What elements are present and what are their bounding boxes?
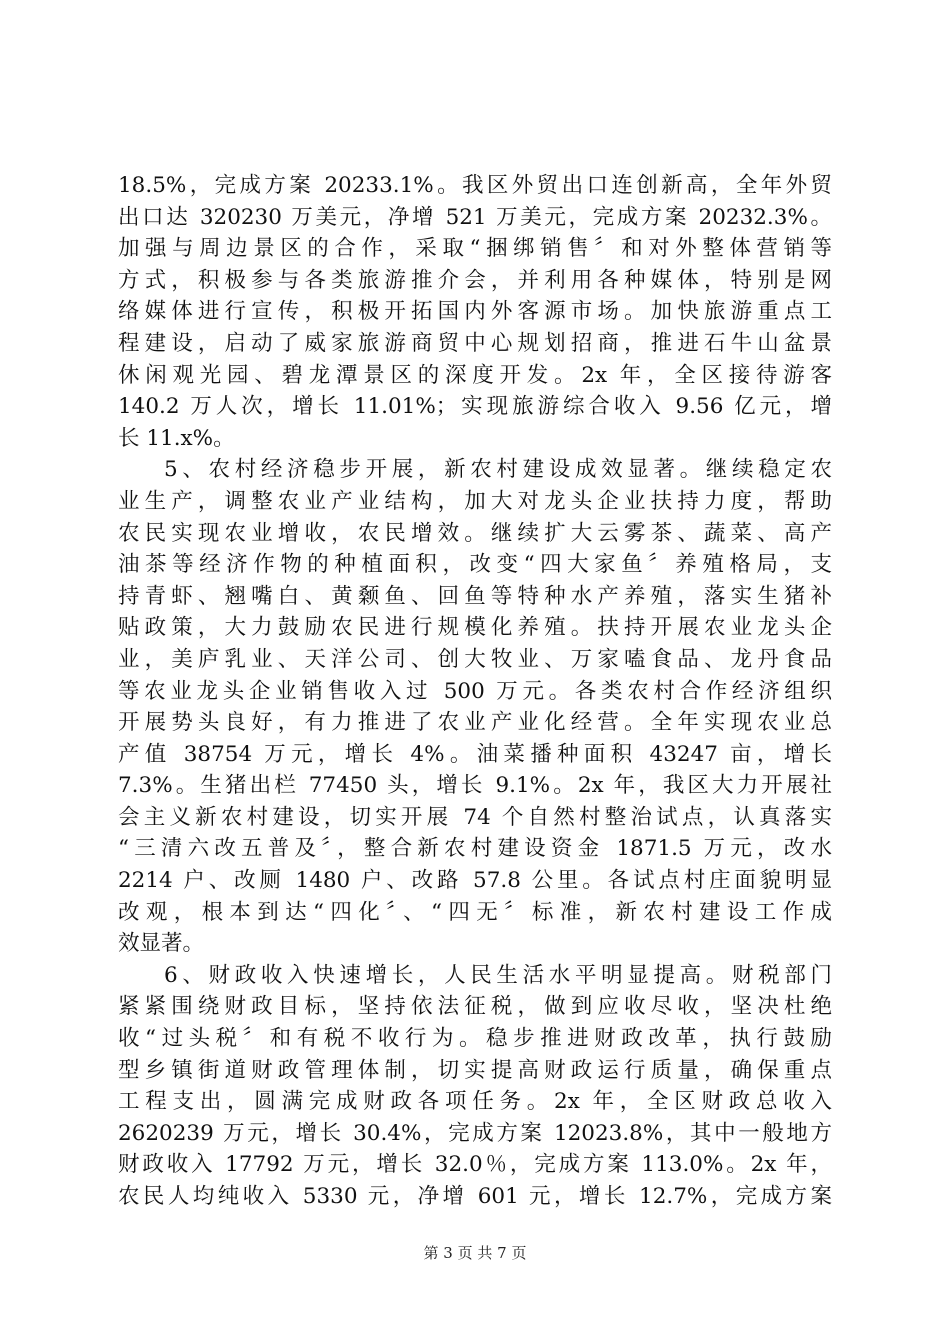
text-line: 持青虾、翘嘴白、黄颡鱼、回鱼等特种水产养殖，落实生猪补 xyxy=(118,583,832,609)
text-line: 加强与周边景区的合作，采取“捆绑销售〞和对外整体营销等 xyxy=(118,236,832,262)
text-line: 型乡镇街道财政管理体制，切实提高财政运行质量，确保重点 xyxy=(118,1057,832,1083)
text-line: 贴政策，大力鼓励农民进行规模化养殖。扶持开展农业龙头企 xyxy=(118,615,832,641)
text-line: 农民人均纯收入 5330 元，净增 601 元，增长 12.7%，完成方案 xyxy=(118,1184,832,1209)
text-line: 效显著。 xyxy=(118,931,205,957)
text-line: 业生产，调整农业产业结构，加大对龙头企业扶持力度，帮助 xyxy=(118,488,832,514)
text-line: 会主义新农村建设，切实开展 74 个自然村整治试点，认真落实 xyxy=(118,804,832,830)
text-line: 财政收入 17792 万元，增长 32.0％，完成方案 113.0%。2x 年， xyxy=(118,1152,832,1178)
text-line: “三清六改五普及〞，整合新农村建设资金 1871.5 万元，改水 xyxy=(118,836,832,862)
text-line: 改观，根本到达“四化〞、“四无〞标准，新农村建设工作成 xyxy=(118,899,832,925)
text-line: 18.5%，完成方案 20233.1%。我区外贸出口连创新高，全年外贸 xyxy=(118,173,832,198)
page-footer: 第 3 页 共 7 页 xyxy=(423,1244,527,1262)
text-line: 农民实现农业增收，农民增效。继续扩大云雾茶、蔬菜、高产 xyxy=(118,520,832,546)
text-line: 长 11.x%。 xyxy=(118,425,235,451)
text-line: 出口达 320230 万美元，净增 521 万美元，完成方案 20232.3%。 xyxy=(118,204,832,230)
text-line: 等农业龙头企业销售收入过 500 万元。各类农村合作经济组织 xyxy=(118,678,832,704)
text-line: 2620239 万元，增长 30.4%，完成方案 12023.8%，其中一般地方 xyxy=(118,1120,832,1146)
text-line: 紧紧围绕财政目标，坚持依法征税，做到应收尽收，坚决杜绝 xyxy=(118,994,832,1020)
paragraph-start-line: 5、农村经济稳步开展，新农村建设成效显著。继续稳定农 xyxy=(118,457,832,483)
text-line: 络媒体进行宣传，积极开拓国内外客源市场。加快旅游重点工 xyxy=(118,299,832,325)
text-line: 开展势头良好，有力推进了农业产业化经营。全年实现农业总 xyxy=(118,710,832,736)
paragraph-start-line: 6、财政收入快速增长，人民生活水平明显提高。财税部门 xyxy=(118,962,832,988)
text-line: 产值 38754 万元，增长 4%。油菜播种面积 43247 亩，增长 xyxy=(118,741,832,767)
text-line: 休闲观光园、碧龙潭景区的深度开发。2x 年，全区接待游客 xyxy=(118,362,832,388)
body-text xyxy=(118,170,832,1213)
text-line: 收“过头税〞和有税不收行为。稳步推进财政改革，执行鼓励 xyxy=(118,1026,832,1052)
text-line: 程建设，启动了威家旅游商贸中心规划招商，推进石牛山盆景 xyxy=(118,330,832,356)
text-line: 2214 户、改厕 1480 户、改路 57.8 公里。各试点村庄面貌明显 xyxy=(118,868,832,894)
text-line: 油茶等经济作物的种植面积，改变“四大家鱼〞养殖格局，支 xyxy=(118,552,832,578)
text-line: 140.2 万人次，增长 11.01%；实现旅游综合收入 9.56 亿元，增 xyxy=(118,394,832,420)
text-line: 方式，积极参与各类旅游推介会，并利用各种媒体，特别是网 xyxy=(118,267,832,293)
text-line: 7.3%。生猪出栏 77450 头，增长 9.1%。2x 年，我区大力开展社 xyxy=(118,773,832,799)
text-line: 工程支出，圆满完成财政各项任务。2x 年，全区财政总收入 xyxy=(118,1089,832,1115)
text-line: 业，美庐乳业、天洋公司、创大牧业、万家嗑食品、龙丹食品 xyxy=(118,646,832,672)
